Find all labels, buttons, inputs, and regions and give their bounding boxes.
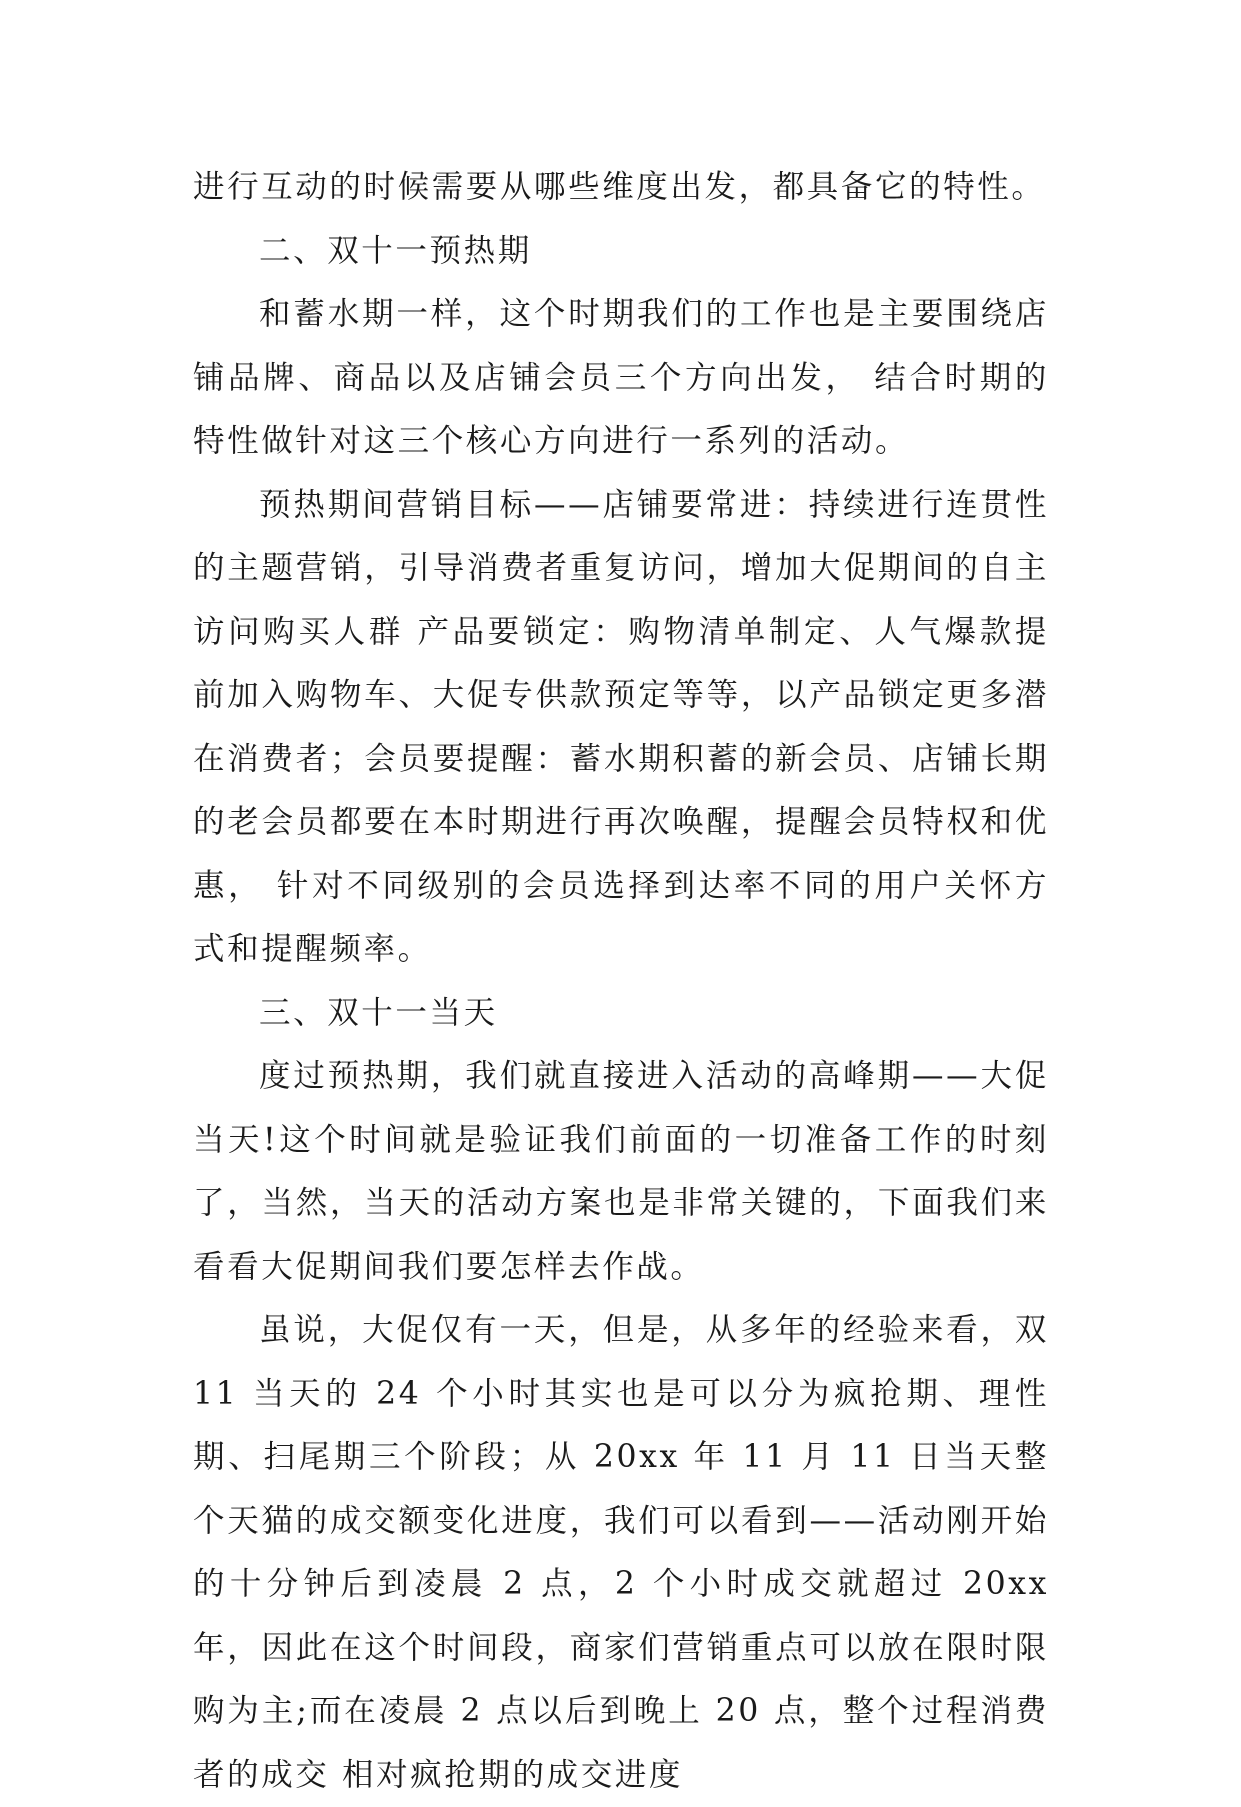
paragraph-preheat-intro: 和蓄水期一样，这个时期我们的工作也是主要围绕店铺品牌、商品以及店铺会员三个方向出发， 结合时期的特性做针对这三个核心方向进行一系列的活动。 xyxy=(193,296,1049,459)
document-body xyxy=(193,156,1049,1807)
paragraph-preheat-goals: 预热期间营销目标——店铺要常进：持续进行连贯性的主题营销，引导消费者重复访问，增加大促期间的自主访问购买人群 产品要锁定：购物清单制定、人气爆款提前加入购物车、大促专供款预定等等，以产品锁定更多潜在消费者；会员要提醒：蓄水期积蓄的新会员、店铺长期的老会员都要在本时期进行再次唤醒，提醒会员特权和优惠， 针对不同级别的会员选择到达率不同的用户关怀方式和提醒频率。 xyxy=(193,486,1049,967)
paragraph-continuation: 进行互动的时候需要从哪些维度出发，都具备它的特性。 xyxy=(193,169,1046,205)
paragraph-double11-intro: 度过预热期，我们就直接进入活动的高峰期——大促当天!这个时间就是验证我们前面的一切准备工作的时刻了，当然，当天的活动方案也是非常关键的，下面我们来看看大促期间我们要怎样去作战。 xyxy=(193,1058,1049,1285)
section-heading-preheat: 二、双十一预热期 xyxy=(259,232,532,269)
section-heading-double11-day: 三、双十一当天 xyxy=(259,994,498,1031)
paragraph-double11-phases: 虽说，大促仅有一天，但是，从多年的经验来看，双 11 当天的 24 个小时其实也是可以分为疯抢期、理性期、扫尾期三个阶段；从 20xx 年 11 月 11 日当天整个天猫的成交额变化进度，我们可以看到——活动刚开始的十分钟后到凌晨 2 点，2 个小时成交就超过 20xx 年，因此在这个时间段，商家们营销重点可以放在限时限购为主;而在凌晨 2 点以后到晚上 20 点，整个过程消费者的成交 相对疯抢期的成交进度 xyxy=(193,1312,1049,1793)
